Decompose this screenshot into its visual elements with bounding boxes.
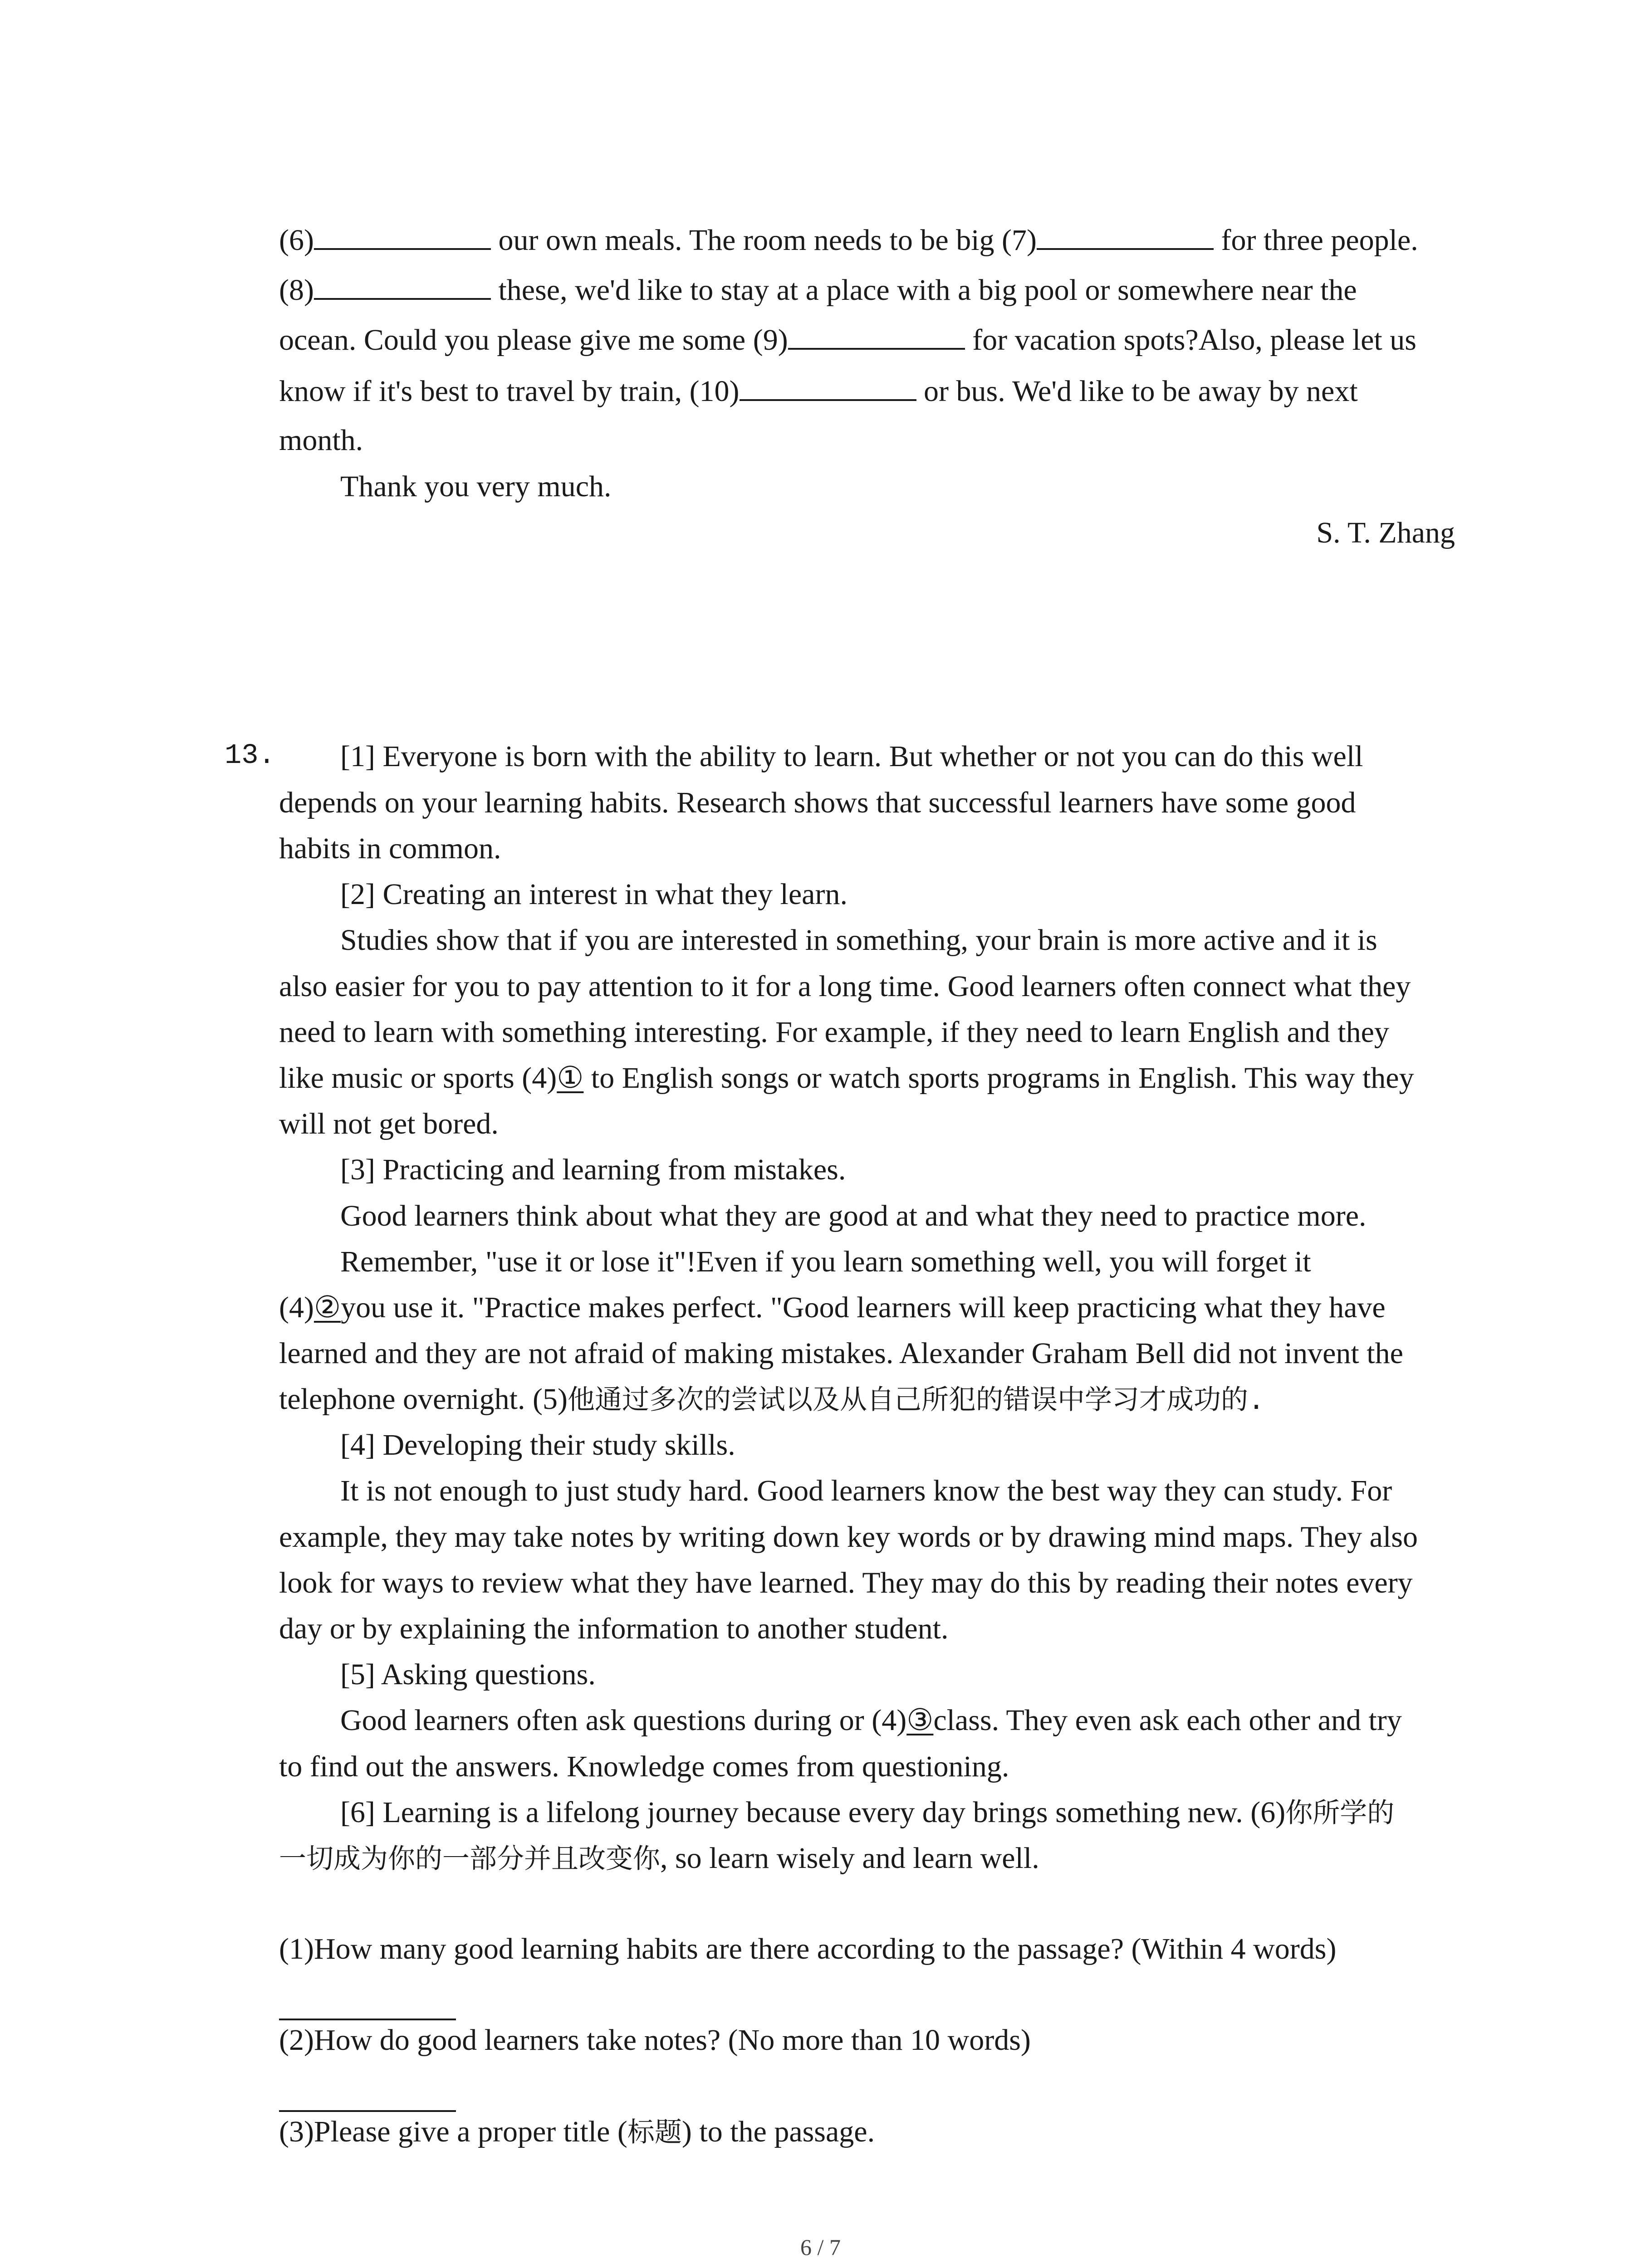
passage-p6-line-2: 一切成为你的一部分并且改变你, so learn wisely and learn well. — [279, 1842, 1039, 1875]
passage-p3-line-4: learned and they are not afraid of making mistakes. Alexander Graham Bell did not invent the — [279, 1337, 1403, 1370]
passage-p3-line-1: Good learners think about what they are good at and what they need to practice more. — [340, 1199, 1367, 1232]
letter-line-1: (6) our own meals. The room needs to be big (7) for three people. — [279, 224, 1418, 257]
letter-line-4: know if it's best to travel by train, (10) or bus. We'd like to be away by next — [279, 375, 1358, 408]
blank-7[interactable] — [1037, 225, 1214, 250]
passage-p2-line-2: also easier for you to pay attention to it for a long time. Good learners often connect what they — [279, 970, 1411, 1003]
blank-9[interactable] — [788, 324, 965, 350]
translation-prompt-5: 他通过多次的尝试以及从自己所犯的错误中学习才成功的. — [567, 1384, 1265, 1416]
letter-line-5: month. — [279, 424, 363, 457]
passage-p2-line-3: need to learn with something interesting. For example, if they need to learn English and they — [279, 1016, 1389, 1049]
passage-p2-line-5: will not get bored. — [279, 1107, 499, 1140]
letter-closing: Thank you very much. — [340, 470, 612, 503]
sub-question-3: (3)Please give a proper title (标题) to the passage. — [279, 2115, 875, 2148]
blank-4-1[interactable]: ① — [557, 1061, 584, 1095]
blank-8[interactable] — [314, 274, 491, 300]
heading-4: [4] Developing their study skills. — [340, 1428, 735, 1461]
page-number: 6 / 7 — [800, 2234, 841, 2260]
passage-p1-line-2: depends on your learning habits. Research shows that successful learners have some good — [279, 786, 1356, 819]
blank-4-3[interactable]: ③ — [906, 1704, 934, 1737]
passage-p2-line-1: Studies show that if you are interested in something, your brain is more active and it is — [340, 924, 1377, 957]
answer-line-2[interactable] — [279, 2087, 456, 2117]
sub-question-1: (1)How many good learning habits are there according to the passage? (Within 4 words) — [279, 1932, 1337, 1965]
letter-line-2: (8) these, we'd like to stay at a place with a big pool or somewhere near the — [279, 274, 1357, 307]
sub-question-2: (2)How do good learners take notes? (No more than 10 words) — [279, 2024, 1031, 2057]
heading-3: [3] Practicing and learning from mistakes. — [340, 1153, 846, 1186]
blank-10[interactable] — [740, 376, 916, 401]
passage-p4-line-2: example, they may take notes by writing down key words or by drawing mind maps. They also — [279, 1520, 1418, 1554]
translation-prompt-6a: 你所学的 — [1285, 1797, 1395, 1829]
blank-4-2[interactable]: ② — [314, 1291, 341, 1324]
passage-p2-line-4: like music or sports (4)① to English songs or watch sports programs in English. This way they — [279, 1061, 1414, 1095]
letter-signature: S. T. Zhang — [1316, 516, 1455, 549]
title-cjk: 标题 — [627, 2116, 682, 2148]
passage-p4-line-1: It is not enough to just study hard. Good learners know the best way they can study. For — [340, 1474, 1392, 1507]
letter-line-3: ocean. Could you please give me some (9) for vacation spots?Also, please let us — [279, 323, 1416, 357]
passage-p1-line-3: habits in common. — [279, 832, 501, 865]
passage-p3-line-5: telephone overnight. (5)他通过多次的尝试以及从自己所犯的错误中学习才成功的. — [279, 1383, 1265, 1416]
passage-p5-line-1: Good learners often ask questions during or (4)③class. They even ask each other and try — [340, 1704, 1402, 1737]
passage-p6-line-1: [6] Learning is a lifelong journey because every day brings something new. (6)你所学的 — [340, 1796, 1395, 1829]
translation-prompt-6b: 一切成为你的一部分并且改变你 — [279, 1843, 660, 1875]
passage-p3-line-3: (4)②you use it. "Practice makes perfect. "Good learners will keep practicing what they have — [279, 1291, 1386, 1324]
question-number: 13. — [225, 739, 275, 772]
passage-p1-line-1: [1] Everyone is born with the ability to learn. But whether or not you can do this well — [340, 740, 1363, 773]
passage-p5-line-2: to find out the answers. Knowledge comes from questioning. — [279, 1750, 1009, 1783]
answer-line-1[interactable] — [279, 1996, 456, 2026]
passage-p4-line-4: day or by explaining the information to another student. — [279, 1612, 949, 1645]
heading-2: [2] Creating an interest in what they learn. — [340, 878, 847, 911]
heading-5: [5] Asking questions. — [340, 1658, 596, 1691]
passage-p4-line-3: look for ways to review what they have learned. They may do this by reading their notes every — [279, 1566, 1413, 1599]
blank-6[interactable] — [314, 225, 491, 250]
passage-p3-line-2: Remember, "use it or lose it"!Even if you learn something well, you will forget it — [340, 1245, 1311, 1278]
